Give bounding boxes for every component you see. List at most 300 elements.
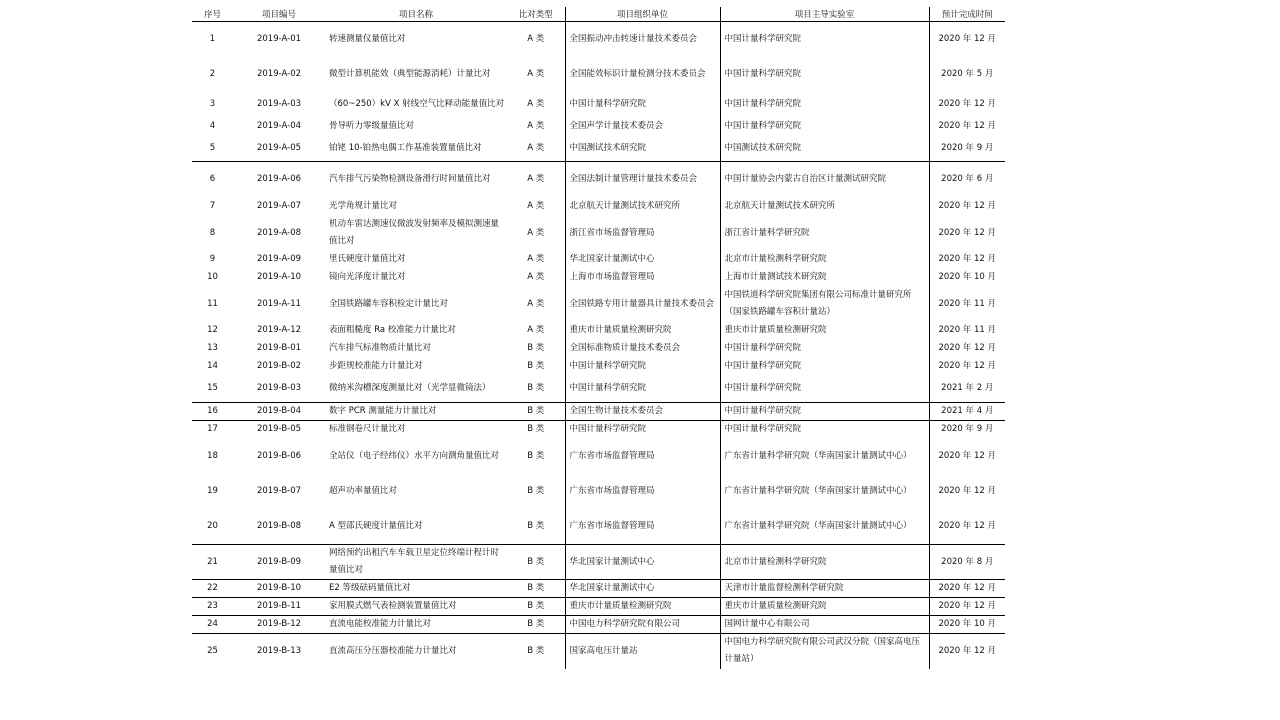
row-index-text: 22: [207, 583, 218, 593]
row-index-text: 25: [207, 645, 218, 656]
row-lead-lab-text: 上海市计量测试技术研究院: [724, 272, 827, 282]
row-index-cell: [192, 92, 233, 118]
row-project-name-cell: [325, 358, 507, 376]
row-lead-lab-text: 中国计量科学研究院: [724, 121, 802, 131]
row-project-name-cell: [325, 580, 507, 598]
row-index-cell: [192, 598, 233, 616]
row-completion-date-text: 2020 年 12 月: [938, 601, 997, 611]
row-project-code-cell: [233, 340, 325, 358]
row-organizing-unit-text: 华北国家计量测试中心: [569, 583, 655, 593]
row-index-text: 2: [209, 68, 216, 79]
row-comparison-type-text: B 类: [527, 383, 545, 394]
row-completion-date-cell: [929, 216, 1005, 251]
table-row: [192, 92, 1005, 118]
row-project-code-cell: [233, 439, 325, 474]
row-comparison-type-text: A 类: [527, 201, 545, 211]
row-organizing-unit-text: 全国法制计量管理计量技术委员会: [569, 174, 698, 185]
row-comparison-type-cell: [507, 287, 565, 322]
row-project-code-text: 2019-B-07: [256, 486, 302, 496]
table-row: [192, 216, 1005, 251]
row-lead-lab-cell: [720, 545, 929, 580]
row-completion-date-cell: [929, 136, 1005, 162]
row-lead-lab-text: 北京市计量检测科学研究院: [724, 556, 827, 567]
table-row: [192, 545, 1005, 580]
row-comparison-type-cell: [507, 598, 565, 616]
row-lead-lab-text: 重庆市计量质量检测研究院: [724, 325, 827, 335]
row-lead-lab-text: 中国计量科学研究院: [724, 361, 802, 371]
row-lead-lab-cell: [720, 322, 929, 340]
row-project-name-cell: [325, 439, 507, 474]
row-organizing-unit-text: 中国计量科学研究院: [569, 383, 647, 394]
row-project-code-cell: [233, 136, 325, 162]
row-project-name-cell: [325, 216, 507, 251]
row-comparison-type-cell: [507, 510, 565, 545]
table-row: [192, 403, 1005, 421]
row-project-name-text: 转速测量仪量值比对: [329, 33, 406, 44]
row-organizing-unit-cell: [565, 287, 720, 322]
row-project-name-text: 机动车雷达测速仪微波发射频率及模拟测速量值比对: [329, 219, 500, 246]
row-project-name-text: 直流电能校准能力计量比对: [329, 619, 432, 629]
table-row: [192, 439, 1005, 474]
row-organizing-unit-cell: [565, 358, 720, 376]
row-lead-lab-cell: [720, 474, 929, 510]
row-index-cell: [192, 376, 233, 403]
table-header-row: [192, 7, 1005, 22]
header-project-name: 项目名称: [325, 7, 507, 22]
row-project-code-cell: [233, 616, 325, 634]
row-organizing-unit-text: 中国计量科学研究院: [569, 99, 647, 109]
row-organizing-unit-text: 广东省市场监督管理局: [569, 450, 655, 461]
row-lead-lab-cell: [720, 118, 929, 136]
row-completion-date-cell: [929, 269, 1005, 287]
comparison-project-table-sheet: [192, 7, 1005, 669]
row-comparison-type-cell: [507, 92, 565, 118]
row-comparison-type-text: B 类: [527, 645, 545, 656]
row-organizing-unit-cell: [565, 439, 720, 474]
row-project-name-cell: [325, 322, 507, 340]
row-organizing-unit-cell: [565, 269, 720, 287]
row-index-text: 13: [207, 343, 218, 353]
row-comparison-type-cell: [507, 403, 565, 421]
row-lead-lab-cell: [720, 421, 929, 439]
row-project-code-text: 2019-B-08: [256, 521, 302, 532]
row-project-name-text: 家用膜式燃气表检测装置量值比对: [329, 601, 457, 611]
row-project-name-text: 全国铁路罐车容积检定计量比对: [329, 298, 449, 309]
row-index-cell: [192, 269, 233, 287]
row-lead-lab-cell: [720, 580, 929, 598]
row-project-code-text: 2019-B-10: [256, 583, 302, 593]
row-project-name-cell: [325, 22, 507, 57]
row-completion-date-text: 2020 年 12 月: [938, 99, 997, 109]
row-completion-date-cell: [929, 510, 1005, 545]
table-row: [192, 198, 1005, 216]
row-comparison-type-cell: [507, 358, 565, 376]
row-completion-date-text: 2021 年 4 月: [941, 406, 994, 416]
header-comparison-type: 比对类型: [507, 7, 565, 22]
row-project-code-text: 2019-B-04: [256, 406, 302, 416]
row-index-cell: [192, 545, 233, 580]
row-organizing-unit-cell: [565, 198, 720, 216]
row-project-code-text: 2019-A-02: [256, 68, 302, 79]
row-lead-lab-cell: [720, 376, 929, 403]
row-index-cell: [192, 358, 233, 376]
row-comparison-type-text: A 类: [527, 33, 545, 44]
row-project-name-cell: [325, 403, 507, 421]
row-index-cell: [192, 421, 233, 439]
table-row: [192, 340, 1005, 358]
row-project-code-cell: [233, 198, 325, 216]
row-lead-lab-text: 中国计量科学研究院: [724, 68, 802, 79]
row-index-cell: [192, 474, 233, 510]
row-index-cell: [192, 136, 233, 162]
row-project-name-cell: [325, 57, 507, 92]
row-organizing-unit-text: 全国振动冲击转速计量技术委员会: [569, 33, 698, 44]
row-project-code-cell: [233, 634, 325, 669]
row-completion-date-cell: [929, 616, 1005, 634]
row-organizing-unit-text: 浙江省市场监督管理局: [569, 227, 655, 238]
row-lead-lab-text: 中国测试技术研究院: [724, 142, 802, 153]
table-row: [192, 358, 1005, 376]
row-lead-lab-text: 重庆市计量质量检测研究院: [724, 601, 827, 611]
row-index-text: 11: [207, 298, 218, 309]
row-organizing-unit-text: 中国电力科学研究院有限公司: [569, 619, 681, 629]
row-lead-lab-cell: [720, 216, 929, 251]
row-comparison-type-text: B 类: [527, 450, 545, 461]
row-lead-lab-cell: [720, 57, 929, 92]
row-project-name-text: 标准钢卷尺计量比对: [329, 424, 406, 435]
row-project-name-text: 汽车排气标准物质计量比对: [329, 343, 432, 353]
row-completion-date-cell: [929, 403, 1005, 421]
row-organizing-unit-cell: [565, 57, 720, 92]
row-project-code-cell: [233, 287, 325, 322]
row-project-code-text: 2019-A-11: [256, 298, 302, 309]
row-index-text: 9: [209, 254, 216, 264]
row-lead-lab-text: 浙江省计量科学研究院: [724, 227, 810, 238]
row-organizing-unit-cell: [565, 403, 720, 421]
table-row: [192, 22, 1005, 57]
row-project-code-cell: [233, 118, 325, 136]
row-project-code-cell: [233, 22, 325, 57]
row-project-code-cell: [233, 269, 325, 287]
row-project-name-cell: [325, 376, 507, 403]
header-project-code: 项目编号: [233, 7, 325, 22]
row-index-text: 16: [207, 406, 218, 416]
row-index-cell: [192, 287, 233, 322]
row-organizing-unit-cell: [565, 545, 720, 580]
row-project-code-cell: [233, 162, 325, 198]
row-completion-date-text: 2020 年 12 月: [938, 227, 997, 238]
row-completion-date-cell: [929, 474, 1005, 510]
row-index-cell: [192, 634, 233, 669]
header-completion-date: 预计完成时间: [929, 7, 1005, 22]
table-row: [192, 136, 1005, 162]
table-row: [192, 287, 1005, 322]
row-lead-lab-text: 中国铁道科学研究院集团有限公司标准计量研究所（国家铁路罐车容积计量站）: [724, 290, 912, 317]
row-lead-lab-text: 天津市计量监督检测科学研究院: [724, 583, 844, 593]
row-index-text: 4: [209, 121, 216, 131]
row-project-code-text: 2019-A-06: [256, 174, 302, 185]
table-row: [192, 118, 1005, 136]
row-project-name-cell: [325, 510, 507, 545]
row-organizing-unit-cell: [565, 598, 720, 616]
row-project-name-text: 微纳米沟槽深度测量比对（光学显微镜法）: [329, 383, 491, 394]
row-comparison-type-cell: [507, 439, 565, 474]
row-project-code-text: 2019-A-08: [256, 227, 302, 238]
row-organizing-unit-cell: [565, 421, 720, 439]
row-project-code-text: 2019-B-12: [256, 619, 302, 629]
table-row: [192, 162, 1005, 198]
row-project-name-text: A 型邵氏硬度计量值比对: [329, 521, 423, 532]
row-index-text: 15: [207, 383, 218, 394]
row-completion-date-cell: [929, 376, 1005, 403]
row-organizing-unit-cell: [565, 22, 720, 57]
row-comparison-type-text: B 类: [527, 361, 545, 371]
row-organizing-unit-cell: [565, 580, 720, 598]
row-project-name-text: E2 等级砝码量值比对: [329, 583, 411, 593]
row-comparison-type-text: B 类: [527, 343, 545, 353]
row-project-code-text: 2019-A-01: [256, 33, 302, 44]
row-project-code-text: 2019-A-07: [256, 201, 302, 211]
row-comparison-type-text: A 类: [527, 121, 545, 131]
row-organizing-unit-text: 上海市市场监督管理局: [569, 272, 655, 282]
row-completion-date-text: 2020 年 12 月: [938, 486, 997, 496]
row-lead-lab-cell: [720, 358, 929, 376]
row-organizing-unit-text: 中国计量科学研究院: [569, 424, 647, 435]
row-completion-date-cell: [929, 92, 1005, 118]
row-organizing-unit-text: 华北国家计量测试中心: [569, 254, 655, 264]
row-comparison-type-cell: [507, 340, 565, 358]
row-project-name-text: （60~250）kV X 射线空气比释动能量值比对: [329, 99, 505, 109]
table-body: [192, 22, 1005, 669]
row-index-text: 19: [207, 486, 218, 496]
row-project-code-cell: [233, 376, 325, 403]
row-index-cell: [192, 580, 233, 598]
row-index-cell: [192, 57, 233, 92]
row-lead-lab-text: 广东省计量科学研究院（华南国家计量测试中心）: [724, 450, 912, 461]
row-comparison-type-cell: [507, 216, 565, 251]
row-comparison-type-cell: [507, 136, 565, 162]
row-project-name-cell: [325, 251, 507, 269]
row-index-cell: [192, 439, 233, 474]
row-project-code-text: 2019-B-05: [256, 424, 302, 435]
row-completion-date-cell: [929, 57, 1005, 92]
row-organizing-unit-text: 全国声学计量技术委员会: [569, 121, 664, 131]
table-row: [192, 634, 1005, 669]
row-completion-date-text: 2020 年 9 月: [941, 142, 994, 153]
row-lead-lab-cell: [720, 198, 929, 216]
table-row: [192, 269, 1005, 287]
row-lead-lab-cell: [720, 340, 929, 358]
row-index-text: 8: [209, 227, 216, 238]
row-project-code-text: 2019-A-09: [256, 254, 302, 264]
row-project-name-cell: [325, 421, 507, 439]
row-index-text: 20: [207, 521, 218, 532]
row-index-text: 17: [207, 424, 218, 435]
row-completion-date-text: 2021 年 2 月: [941, 383, 994, 394]
header-organizing-unit: 项目组织单位: [565, 7, 720, 22]
row-completion-date-text: 2020 年 8 月: [941, 556, 994, 567]
row-project-code-text: 2019-A-05: [256, 142, 302, 153]
row-comparison-type-text: A 类: [527, 68, 545, 79]
table-row: [192, 474, 1005, 510]
row-organizing-unit-text: 重庆市计量质量检测研究院: [569, 601, 672, 611]
row-project-code-cell: [233, 57, 325, 92]
row-project-name-cell: [325, 616, 507, 634]
row-organizing-unit-cell: [565, 251, 720, 269]
row-completion-date-text: 2020 年 12 月: [938, 583, 997, 593]
row-lead-lab-cell: [720, 22, 929, 57]
row-completion-date-cell: [929, 421, 1005, 439]
row-completion-date-cell: [929, 598, 1005, 616]
row-project-code-text: 2019-B-03: [256, 383, 302, 394]
row-project-name-cell: [325, 545, 507, 580]
table-row: [192, 510, 1005, 545]
row-comparison-type-text: B 类: [527, 406, 545, 416]
row-completion-date-cell: [929, 162, 1005, 198]
row-index-cell: [192, 403, 233, 421]
row-index-text: 7: [209, 201, 216, 211]
row-completion-date-text: 2020 年 10 月: [938, 272, 997, 282]
row-organizing-unit-cell: [565, 474, 720, 510]
row-project-name-cell: [325, 634, 507, 669]
row-organizing-unit-cell: [565, 322, 720, 340]
row-index-text: 6: [209, 174, 216, 185]
row-completion-date-cell: [929, 198, 1005, 216]
row-comparison-type-cell: [507, 57, 565, 92]
row-completion-date-cell: [929, 340, 1005, 358]
row-organizing-unit-text: 中国计量科学研究院: [569, 361, 647, 371]
row-project-name-text: 微型计算机能效（典型能源消耗）计量比对: [329, 68, 491, 79]
row-lead-lab-cell: [720, 403, 929, 421]
row-lead-lab-text: 中国计量科学研究院: [724, 33, 802, 44]
row-index-text: 18: [207, 450, 218, 461]
row-index-cell: [192, 510, 233, 545]
row-project-name-text: 光学角规计量比对: [329, 201, 398, 211]
row-project-code-cell: [233, 545, 325, 580]
row-completion-date-cell: [929, 22, 1005, 57]
row-project-code-text: 2019-B-06: [256, 450, 302, 461]
row-project-code-cell: [233, 403, 325, 421]
row-project-code-cell: [233, 421, 325, 439]
row-project-code-cell: [233, 92, 325, 118]
row-organizing-unit-text: 广东省市场监督管理局: [569, 521, 655, 532]
row-project-name-text: 镜向光泽度计量比对: [329, 272, 406, 282]
row-index-cell: [192, 340, 233, 358]
row-lead-lab-cell: [720, 162, 929, 198]
row-project-code-text: 2019-B-02: [256, 361, 302, 371]
row-project-code-cell: [233, 580, 325, 598]
row-organizing-unit-text: 中国测试技术研究院: [569, 142, 647, 153]
row-organizing-unit-text: 重庆市计量质量检测研究院: [569, 325, 672, 335]
row-organizing-unit-text: 北京航天计量测试技术研究所: [569, 201, 681, 211]
row-project-code-text: 2019-B-11: [256, 601, 302, 611]
row-lead-lab-text: 广东省计量科学研究院（华南国家计量测试中心）: [724, 521, 912, 532]
row-index-text: 14: [207, 361, 218, 371]
table-row: [192, 251, 1005, 269]
row-organizing-unit-cell: [565, 634, 720, 669]
row-completion-date-text: 2020 年 12 月: [938, 121, 997, 131]
row-index-cell: [192, 22, 233, 57]
row-organizing-unit-cell: [565, 162, 720, 198]
row-project-name-cell: [325, 162, 507, 198]
row-project-code-text: 2019-A-12: [256, 325, 302, 335]
row-project-name-cell: [325, 118, 507, 136]
row-comparison-type-cell: [507, 322, 565, 340]
row-completion-date-cell: [929, 634, 1005, 669]
row-completion-date-cell: [929, 287, 1005, 322]
row-completion-date-cell: [929, 580, 1005, 598]
row-lead-lab-cell: [720, 439, 929, 474]
row-organizing-unit-cell: [565, 616, 720, 634]
row-completion-date-cell: [929, 545, 1005, 580]
row-project-name-text: 步距规校准能力计量比对: [329, 361, 423, 371]
row-completion-date-text: 2020 年 12 月: [938, 201, 997, 211]
row-project-name-cell: [325, 92, 507, 118]
row-project-code-cell: [233, 216, 325, 251]
row-organizing-unit-text: 华北国家计量测试中心: [569, 556, 655, 567]
row-organizing-unit-text: 广东省市场监督管理局: [569, 486, 655, 496]
row-comparison-type-text: B 类: [527, 486, 545, 496]
header-lead-lab: 项目主导实验室: [720, 7, 929, 22]
row-project-name-cell: [325, 287, 507, 322]
row-project-name-cell: [325, 340, 507, 358]
header-index: 序号: [192, 7, 233, 22]
row-project-name-text: 骨导听力零级量值比对: [329, 121, 415, 131]
row-comparison-type-cell: [507, 580, 565, 598]
row-completion-date-cell: [929, 118, 1005, 136]
row-project-name-text: 全站仪（电子经纬仪）水平方向测角量值比对: [329, 450, 500, 461]
row-completion-date-text: 2020 年 12 月: [938, 343, 997, 353]
row-organizing-unit-text: 全国标准物质计量技术委员会: [569, 343, 681, 353]
row-lead-lab-text: 中国计量科学研究院: [724, 99, 802, 109]
row-comparison-type-text: B 类: [527, 583, 545, 593]
row-project-code-cell: [233, 251, 325, 269]
row-index-cell: [192, 118, 233, 136]
row-project-name-text: 表面粗糙度 Ra 校准能力计量比对: [329, 325, 456, 335]
row-completion-date-text: 2020 年 10 月: [938, 619, 997, 629]
table-row: [192, 616, 1005, 634]
row-index-text: 24: [207, 619, 218, 629]
row-completion-date-text: 2020 年 12 月: [938, 645, 997, 656]
row-lead-lab-cell: [720, 598, 929, 616]
row-project-code-cell: [233, 358, 325, 376]
row-comparison-type-text: A 类: [527, 174, 545, 185]
row-comparison-type-text: A 类: [527, 272, 545, 282]
row-lead-lab-text: 北京航天计量测试技术研究所: [724, 201, 836, 211]
row-lead-lab-text: 中国计量科学研究院: [724, 383, 802, 394]
row-completion-date-cell: [929, 358, 1005, 376]
row-organizing-unit-cell: [565, 92, 720, 118]
row-comparison-type-cell: [507, 376, 565, 403]
row-lead-lab-cell: [720, 269, 929, 287]
row-comparison-type-cell: [507, 269, 565, 287]
row-comparison-type-text: B 类: [527, 521, 545, 532]
row-comparison-type-text: A 类: [527, 99, 545, 109]
row-organizing-unit-text: 全国生物计量技术委员会: [569, 406, 664, 416]
row-lead-lab-cell: [720, 251, 929, 269]
row-completion-date-text: 2020 年 12 月: [938, 33, 997, 44]
row-comparison-type-cell: [507, 421, 565, 439]
row-completion-date-text: 2020 年 12 月: [938, 521, 997, 532]
row-index-text: 10: [207, 272, 218, 282]
row-completion-date-cell: [929, 322, 1005, 340]
row-organizing-unit-cell: [565, 216, 720, 251]
row-lead-lab-cell: [720, 510, 929, 545]
row-completion-date-text: 2020 年 9 月: [941, 424, 994, 435]
row-comparison-type-text: B 类: [527, 619, 545, 629]
row-lead-lab-cell: [720, 92, 929, 118]
row-project-code-text: 2019-A-04: [256, 121, 302, 131]
